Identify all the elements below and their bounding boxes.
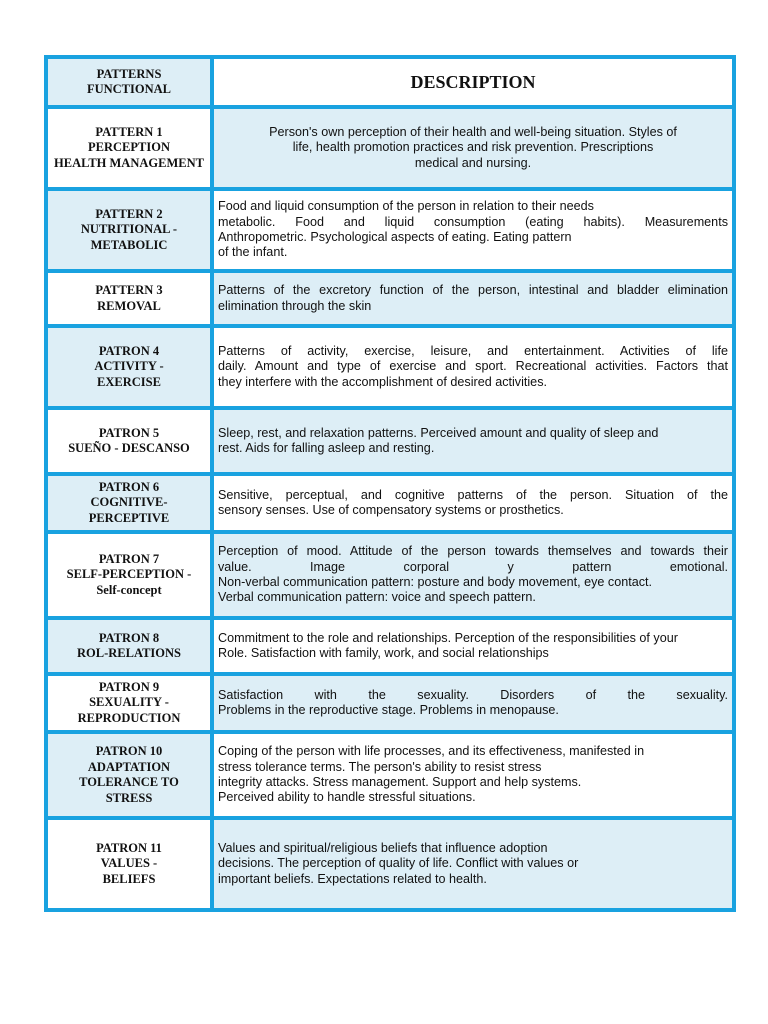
pattern-title: PATRON 9 SEXUALITY - REPRODUCTION	[46, 674, 212, 732]
pattern-title: PATTERN 2 NUTRITIONAL - METABOLIC	[46, 189, 212, 271]
description-line: Perception of mood. Attitude of the person towards themselves and towards their	[218, 544, 728, 559]
description-line: elimination through the skin	[218, 298, 372, 313]
header-description: DESCRIPTION	[212, 57, 734, 107]
description-line: stress tolerance terms. The person's ability to resist stress	[218, 759, 542, 774]
description-line: Commitment to the role and relationships. Perception of the responsibilities of your	[218, 630, 678, 645]
pattern-description	[212, 107, 734, 189]
description-line: life, health promotion practices and risk prevention. Prescriptions	[292, 140, 654, 155]
pattern-title: PATRON 6 COGNITIVE- PERCEPTIVE	[46, 474, 212, 532]
pattern-title: PATTERN 1 PERCEPTION HEALTH MANAGEMENT	[46, 107, 212, 189]
table-row	[46, 618, 734, 674]
pattern-description	[212, 818, 734, 910]
table-row	[46, 732, 734, 818]
table-row	[46, 271, 734, 326]
description-line: Problems in the reproductive stage. Problems in menopause.	[218, 703, 559, 717]
table-row	[46, 408, 734, 474]
table-row	[46, 189, 734, 271]
description-line: Patterns of the excretory function of the person, intestinal and bladder elimination	[218, 283, 728, 298]
pattern-description	[212, 271, 734, 326]
table-row	[46, 474, 734, 532]
pattern-description	[212, 674, 734, 732]
description-line: metabolic. Food and liquid consumption (eating habits). Measurements	[218, 214, 728, 229]
description-line: Values and spiritual/religious beliefs that influence adoption	[218, 840, 548, 855]
description-line: rest. Aids for falling asleep and resting.	[218, 441, 435, 455]
description-line: Anthropometric. Psychological aspects of eating. Eating pattern	[218, 230, 572, 244]
description-line: Coping of the person with life processes, and its effectiveness, manifested in	[218, 744, 645, 759]
description-line: sensory senses. Use of compensatory systems or prosthetics.	[218, 503, 564, 517]
pattern-description	[212, 618, 734, 674]
pattern-description	[212, 732, 734, 818]
description-line: of the infant.	[218, 245, 288, 260]
description-line: Food and liquid consumption of the person in relation to their needs	[218, 199, 594, 214]
description-line: medical and nursing.	[414, 155, 532, 170]
description-line: important beliefs. Expectations related to health.	[218, 871, 487, 886]
description-line: decisions. The perception of quality of life. Conflict with values or	[218, 856, 579, 871]
header-patterns-functional: PATTERNS FUNCTIONAL	[46, 57, 212, 107]
description-line: Sleep, rest, and relaxation patterns. Perceived amount and quality of sleep and	[218, 425, 659, 440]
pattern-description	[212, 326, 734, 408]
description-line: Non-verbal communication pattern: posture and body movement, eye contact.	[218, 575, 653, 589]
pattern-title: PATRON 8 ROL-RELATIONS	[46, 618, 212, 674]
pattern-title: PATRON 5 SUEÑO - DESCANSO	[46, 408, 212, 474]
pattern-title: PATRON 7 SELF-PERCEPTION - Self-concept	[46, 532, 212, 618]
description-line: Satisfaction with the sexuality. Disorders of the sexuality.	[218, 687, 728, 702]
table-header-row	[46, 57, 734, 107]
description-line: Verbal communication pattern: voice and speech pattern.	[218, 590, 536, 605]
table-row	[46, 532, 734, 618]
description-line: integrity attacks. Stress management. Support and help systems.	[218, 775, 582, 789]
description-line: Role. Satisfaction with family, work, and social relationships	[218, 646, 549, 660]
table-row	[46, 326, 734, 408]
table-row	[46, 107, 734, 189]
pattern-description	[212, 408, 734, 474]
table-row	[46, 818, 734, 910]
pattern-title: PATRON 10 ADAPTATION TOLERANCE TO STRESS	[46, 732, 212, 818]
description-line: daily. Amount and type of exercise and sport. Recreational activities. Factors that	[218, 359, 728, 374]
description-line: value. Image corporal y pattern emotional.	[218, 559, 728, 574]
pattern-title: PATRON 4 ACTIVITY - EXERCISE	[46, 326, 212, 408]
description-line: Perceived ability to handle stressful situations.	[218, 790, 476, 805]
description-line: Patterns of activity, exercise, leisure, and entertainment. Activities of life	[218, 343, 728, 358]
functional-patterns-table	[44, 55, 736, 912]
description-line: Person's own perception of their health and well-being situation. Styles of	[269, 124, 677, 139]
description-line: they interfere with the accomplishment of desired activities.	[218, 374, 547, 389]
pattern-description	[212, 189, 734, 271]
pattern-description	[212, 532, 734, 618]
description-line: Sensitive, perceptual, and cognitive patterns of the person. Situation of the	[218, 487, 728, 502]
pattern-description	[212, 474, 734, 532]
pattern-title: PATTERN 3 REMOVAL	[46, 271, 212, 326]
table-row	[46, 674, 734, 732]
pattern-title: PATRON 11 VALUES - BELIEFS	[46, 818, 212, 910]
